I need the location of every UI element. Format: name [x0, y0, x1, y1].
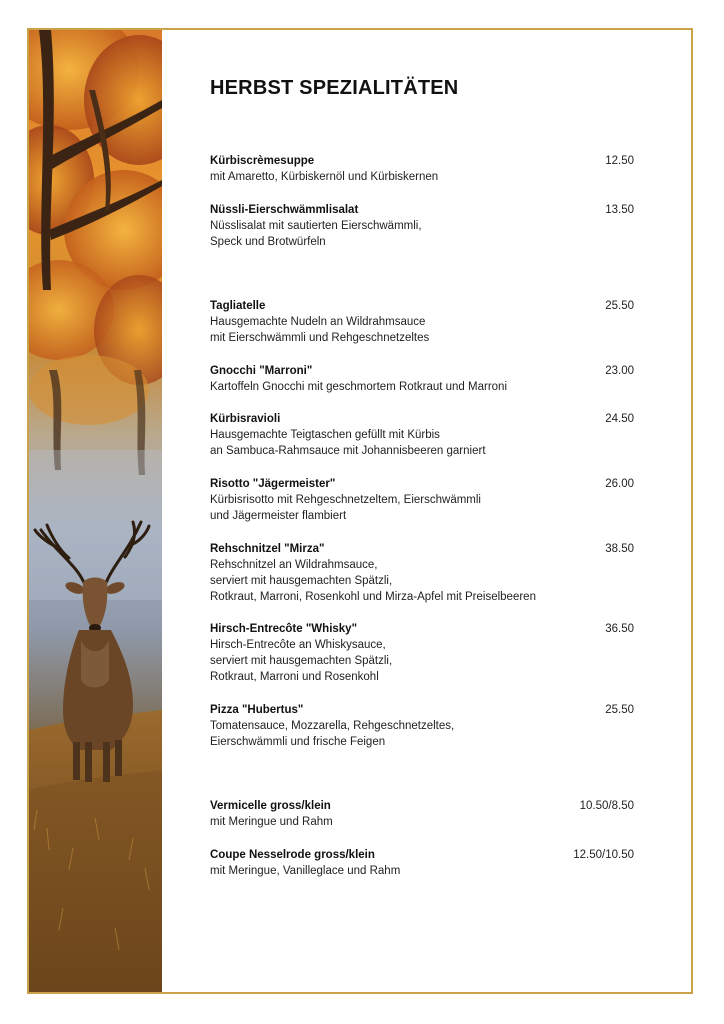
item-name: Nüssli-Eierschwämmlisalat — [210, 204, 359, 216]
item-name: Gnocchi "Marroni" — [210, 365, 313, 377]
item-header — [210, 411, 634, 427]
menu-frame — [27, 28, 693, 994]
menu-item — [210, 798, 634, 830]
item-header — [210, 541, 634, 557]
menu-item — [210, 363, 634, 395]
item-price: 23.00 — [605, 365, 634, 377]
item-description: an Sambuca-Rahmsauce mit Johannisbeeren garniert — [210, 445, 486, 457]
item-price: 12.50/10.50 — [573, 849, 634, 861]
item-name: Rehschnitzel "Mirza" — [210, 543, 325, 555]
item-description: Eierschwämmli und frische Feigen — [210, 736, 386, 748]
item-description: Kartoffeln Gnocchi mit geschmortem Rotkraut und Marroni — [210, 381, 507, 393]
item-price: 10.50/8.50 — [579, 800, 634, 812]
autumn-forest-deer-image — [29, 30, 162, 992]
item-description: Hausgemachte Nudeln an Wildrahmsauce — [210, 316, 426, 328]
item-description: serviert mit hausgemachten Spätzli, — [210, 655, 393, 667]
item-header — [210, 621, 634, 637]
menu-item — [210, 702, 634, 750]
item-description: Hirsch-Entrecôte an Whiskysauce, — [210, 639, 386, 651]
item-name: Kürbiscrèmesuppe — [210, 155, 315, 167]
item-description: mit Meringue, Vanilleglace und Rahm — [210, 865, 401, 877]
item-description: Rotkraut, Marroni, Rosenkohl und Mirza-Apfel mit Preiselbeeren — [210, 591, 536, 603]
item-header — [210, 153, 634, 169]
item-price: 13.50 — [605, 204, 634, 216]
item-name: Pizza "Hubertus" — [210, 704, 304, 716]
menu-item — [210, 621, 634, 685]
menu-item — [210, 541, 634, 605]
menu-item — [210, 153, 634, 185]
menu-item — [210, 202, 634, 250]
item-description: Nüsslisalat mit sautierten Eierschwämmli, — [210, 220, 422, 232]
item-name: Vermicelle gross/klein — [210, 800, 331, 812]
item-price: 38.50 — [605, 543, 634, 555]
item-header — [210, 476, 634, 492]
item-header — [210, 847, 634, 863]
menu-item — [210, 847, 634, 879]
item-header — [210, 202, 634, 218]
item-price: 25.50 — [605, 704, 634, 716]
item-price: 25.50 — [605, 300, 634, 312]
page-title: HERBST SPEZIALITÄTEN — [210, 77, 459, 99]
item-description: mit Eierschwämmli und Rehgeschnetzeltes — [210, 332, 430, 344]
item-name: Kürbisravioli — [210, 413, 281, 425]
item-description: mit Meringue und Rahm — [210, 816, 333, 828]
item-name: Tagliatelle — [210, 300, 266, 312]
item-description: Speck und Brotwürfeln — [210, 236, 326, 248]
item-header — [210, 702, 634, 718]
menu-item — [210, 298, 634, 346]
item-description: und Jägermeister flambiert — [210, 510, 347, 522]
item-description: Tomatensauce, Mozzarella, Rehgeschnetzeltes, — [210, 720, 455, 732]
item-name: Hirsch-Entrecôte "Whisky" — [210, 623, 358, 635]
item-description: Rotkraut, Marroni und Rosenkohl — [210, 671, 379, 683]
item-description: serviert mit hausgemachten Spätzli, — [210, 575, 393, 587]
item-description: Hausgemachte Teigtaschen gefüllt mit Kürbis — [210, 429, 440, 441]
item-price: 24.50 — [605, 413, 634, 425]
item-description: Kürbisrisotto mit Rehgeschnetzeltem, Eierschwämmli — [210, 494, 481, 506]
item-price: 36.50 — [605, 623, 634, 635]
item-description: mit Amaretto, Kürbiskernöl und Kürbiskernen — [210, 171, 439, 183]
item-price: 26.00 — [605, 478, 634, 490]
item-price: 12.50 — [605, 155, 634, 167]
menu-item — [210, 411, 634, 459]
item-header — [210, 363, 634, 379]
item-header — [210, 798, 634, 814]
item-name: Risotto "Jägermeister" — [210, 478, 336, 490]
item-description: Rehschnitzel an Wildrahmsauce, — [210, 559, 378, 571]
item-header — [210, 298, 634, 314]
menu-item — [210, 476, 634, 524]
item-name: Coupe Nesselrode gross/klein — [210, 849, 375, 861]
